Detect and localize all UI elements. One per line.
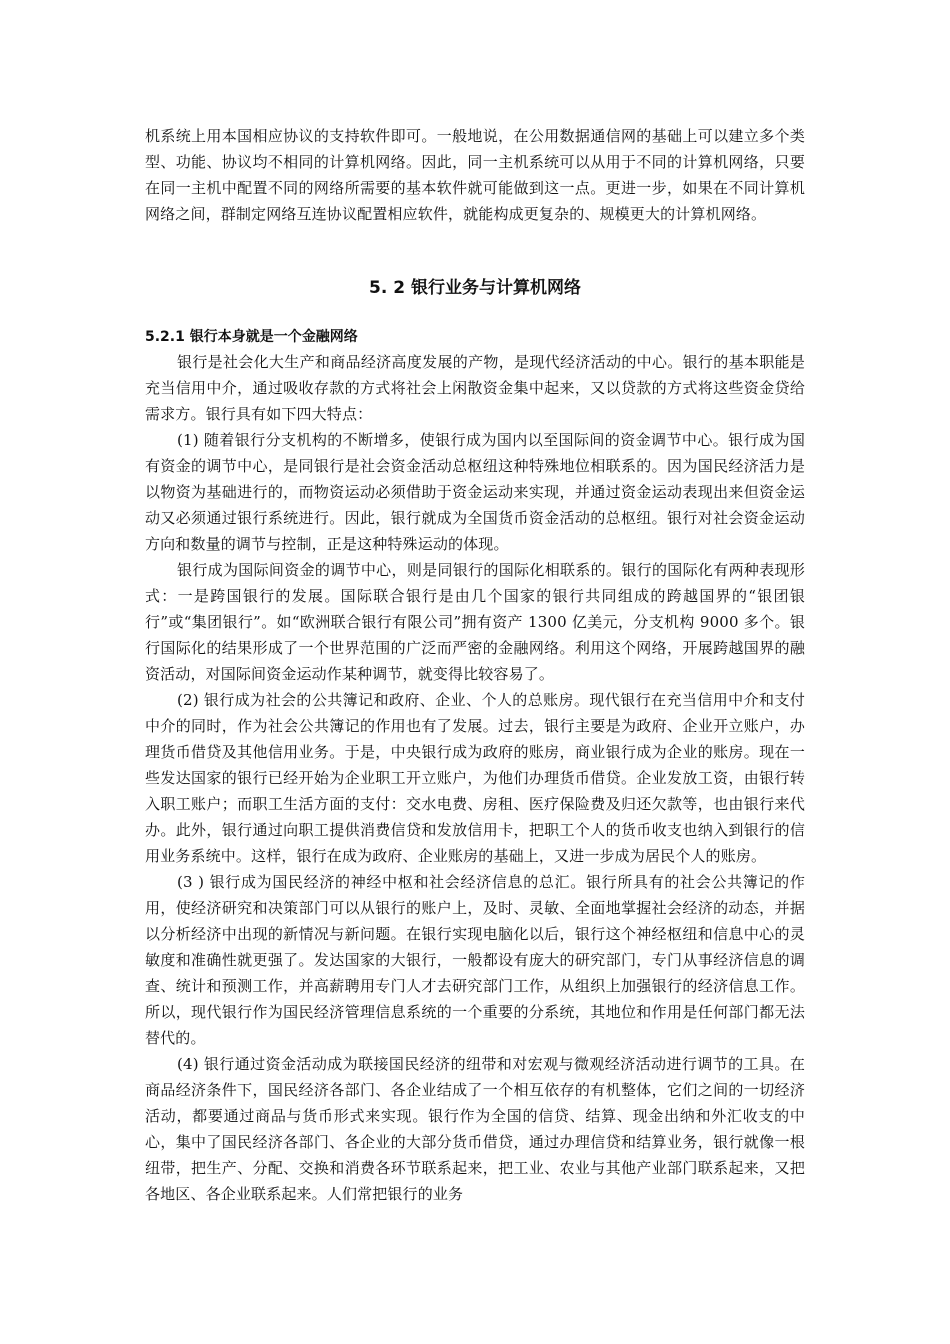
section-body [145, 349, 805, 1207]
paragraph: (4) 银行通过资金活动成为联接国民经济的纽带和对宏观与微观经济活动进行调节的工具。在商品经济条件下，国民经济各部门、各企业结成了一个相互依存的有机整体，它们之间的一切经济活动，都要通过商品与货币形式来实现。银行作为全国的信贷、结算、现金出纳和外汇收支的中心，集中了国民经济各部门、各企业的大部分货币借贷，通过办理信贷和结算业务，银行就像一根纽带，把生产、分配、交换和消费各环节联系起来，把工业、农业与其他产业部门联系起来，又把各地区、各企业联系起来。人们常把银行的业务 [145, 1055, 805, 1203]
paragraph: (2) 银行成为社会的公共簿记和政府、企业、个人的总账房。现代银行在充当信用中介和支付中介的同时，作为社会公共簿记的作用也有了发展。过去，银行主要是为政府、企业开立账户，办理货币借贷及其他信用业务。于是，中央银行成为政府的账房，商业银行成为企业的账房。现在一些发达国家的银行已经开始为企业职工开立账户，为他们办理货币借贷。企业发放工资，由银行转入职工账户；而职工生活方面的支付：交水电费、房租、医疗保险费及归还欠款等，也由银行来代办。此外，银行通过向职工提供消费信贷和发放信用卡，把职工个人的货币收支也纳入到银行的信用业务系统中。这样，银行在成为政府、企业账房的基础上，又进一步成为居民个人的账房。 [145, 691, 805, 865]
paragraph: (3 ) 银行成为国民经济的神经中枢和社会经济信息的总汇。银行所具有的社会公共簿记的作用，使经济研究和决策部门可以从银行的账户上，及时、灵敏、全面地掌握社会经济的动态，并据以分析经济中出现的新情况与新问题。在银行实现电脑化以后，银行这个神经枢纽和信息中心的灵敏度和准确性就更强了。发达国家的大银行，一般都设有庞大的研究部门，专门从事经济信息的调查、统计和预测工作，并高薪聘用专门人才去研究部门工作，从组织上加强银行的经济信息工作。所以，现代银行作为国民经济管理信息系统的一个重要的分系统，其地位和作用是任何部门都无法替代的。 [145, 873, 805, 1047]
intro-paragraph: 机系统上用本国相应协议的支持软件即可。一般地说，在公用数据通信网的基础上可以建立多个类型、功能、协议均不相同的计算机网络。因此，同一主机系统可以从用于不同的计算机网络，只要在同一主机中配置不同的网络所需要的基本软件就可能做到这一点。更进一步，如果在不同计算机网络之间，群制定网络互连协议配置相应软件，就能构成更复杂的、规模更大的计算机网络。 [145, 127, 805, 223]
paragraph: 银行成为国际间资金的调节中心，则是同银行的国际化相联系的。银行的国际化有两种表现形式：一是跨国银行的发展。国际联合银行是由几个国家的银行共同组成的跨越国界的“银团银行”或“集团银行”。如“欧洲联合银行有限公司”拥有资产 1300 亿美元，分支机构 9000 多个。银行国际化的结果形成了一个世界范围的广泛而严密的金融网络。利用这个网络，开展跨越国界的融资活动，对国际间资金运动作某种调节，就变得比较容易了。 [145, 561, 805, 683]
paragraph: 银行是社会化大生产和商品经济高度发展的产物，是现代经济活动的中心。银行的基本职能是充当信用中介，通过吸收存款的方式将社会上闲散资金集中起来，又以贷款的方式将这些资金贷给需求方。银行具有如下四大特点： [145, 353, 805, 423]
subsection-title: 5.2.1 银行本身就是一个金融网络 [145, 329, 358, 345]
section-title: 5. 2 银行业务与计算机网络 [369, 278, 581, 298]
paragraph: (1) 随着银行分支机构的不断增多，使银行成为国内以至国际间的资金调节中心。银行成为国有资金的调节中心，是同银行是社会资金活动总枢纽这种特殊地位相联系的。因为国民经济活力是以物资为基础进行的，而物资运动必须借助于资金运动来实现，并通过资金运动表现出来但资金运动又必须通过银行系统进行。因此，银行就成为全国货币资金活动的总枢纽。银行对社会资金运动方向和数量的调节与控制，正是这种特殊运动的体现。 [145, 431, 805, 553]
